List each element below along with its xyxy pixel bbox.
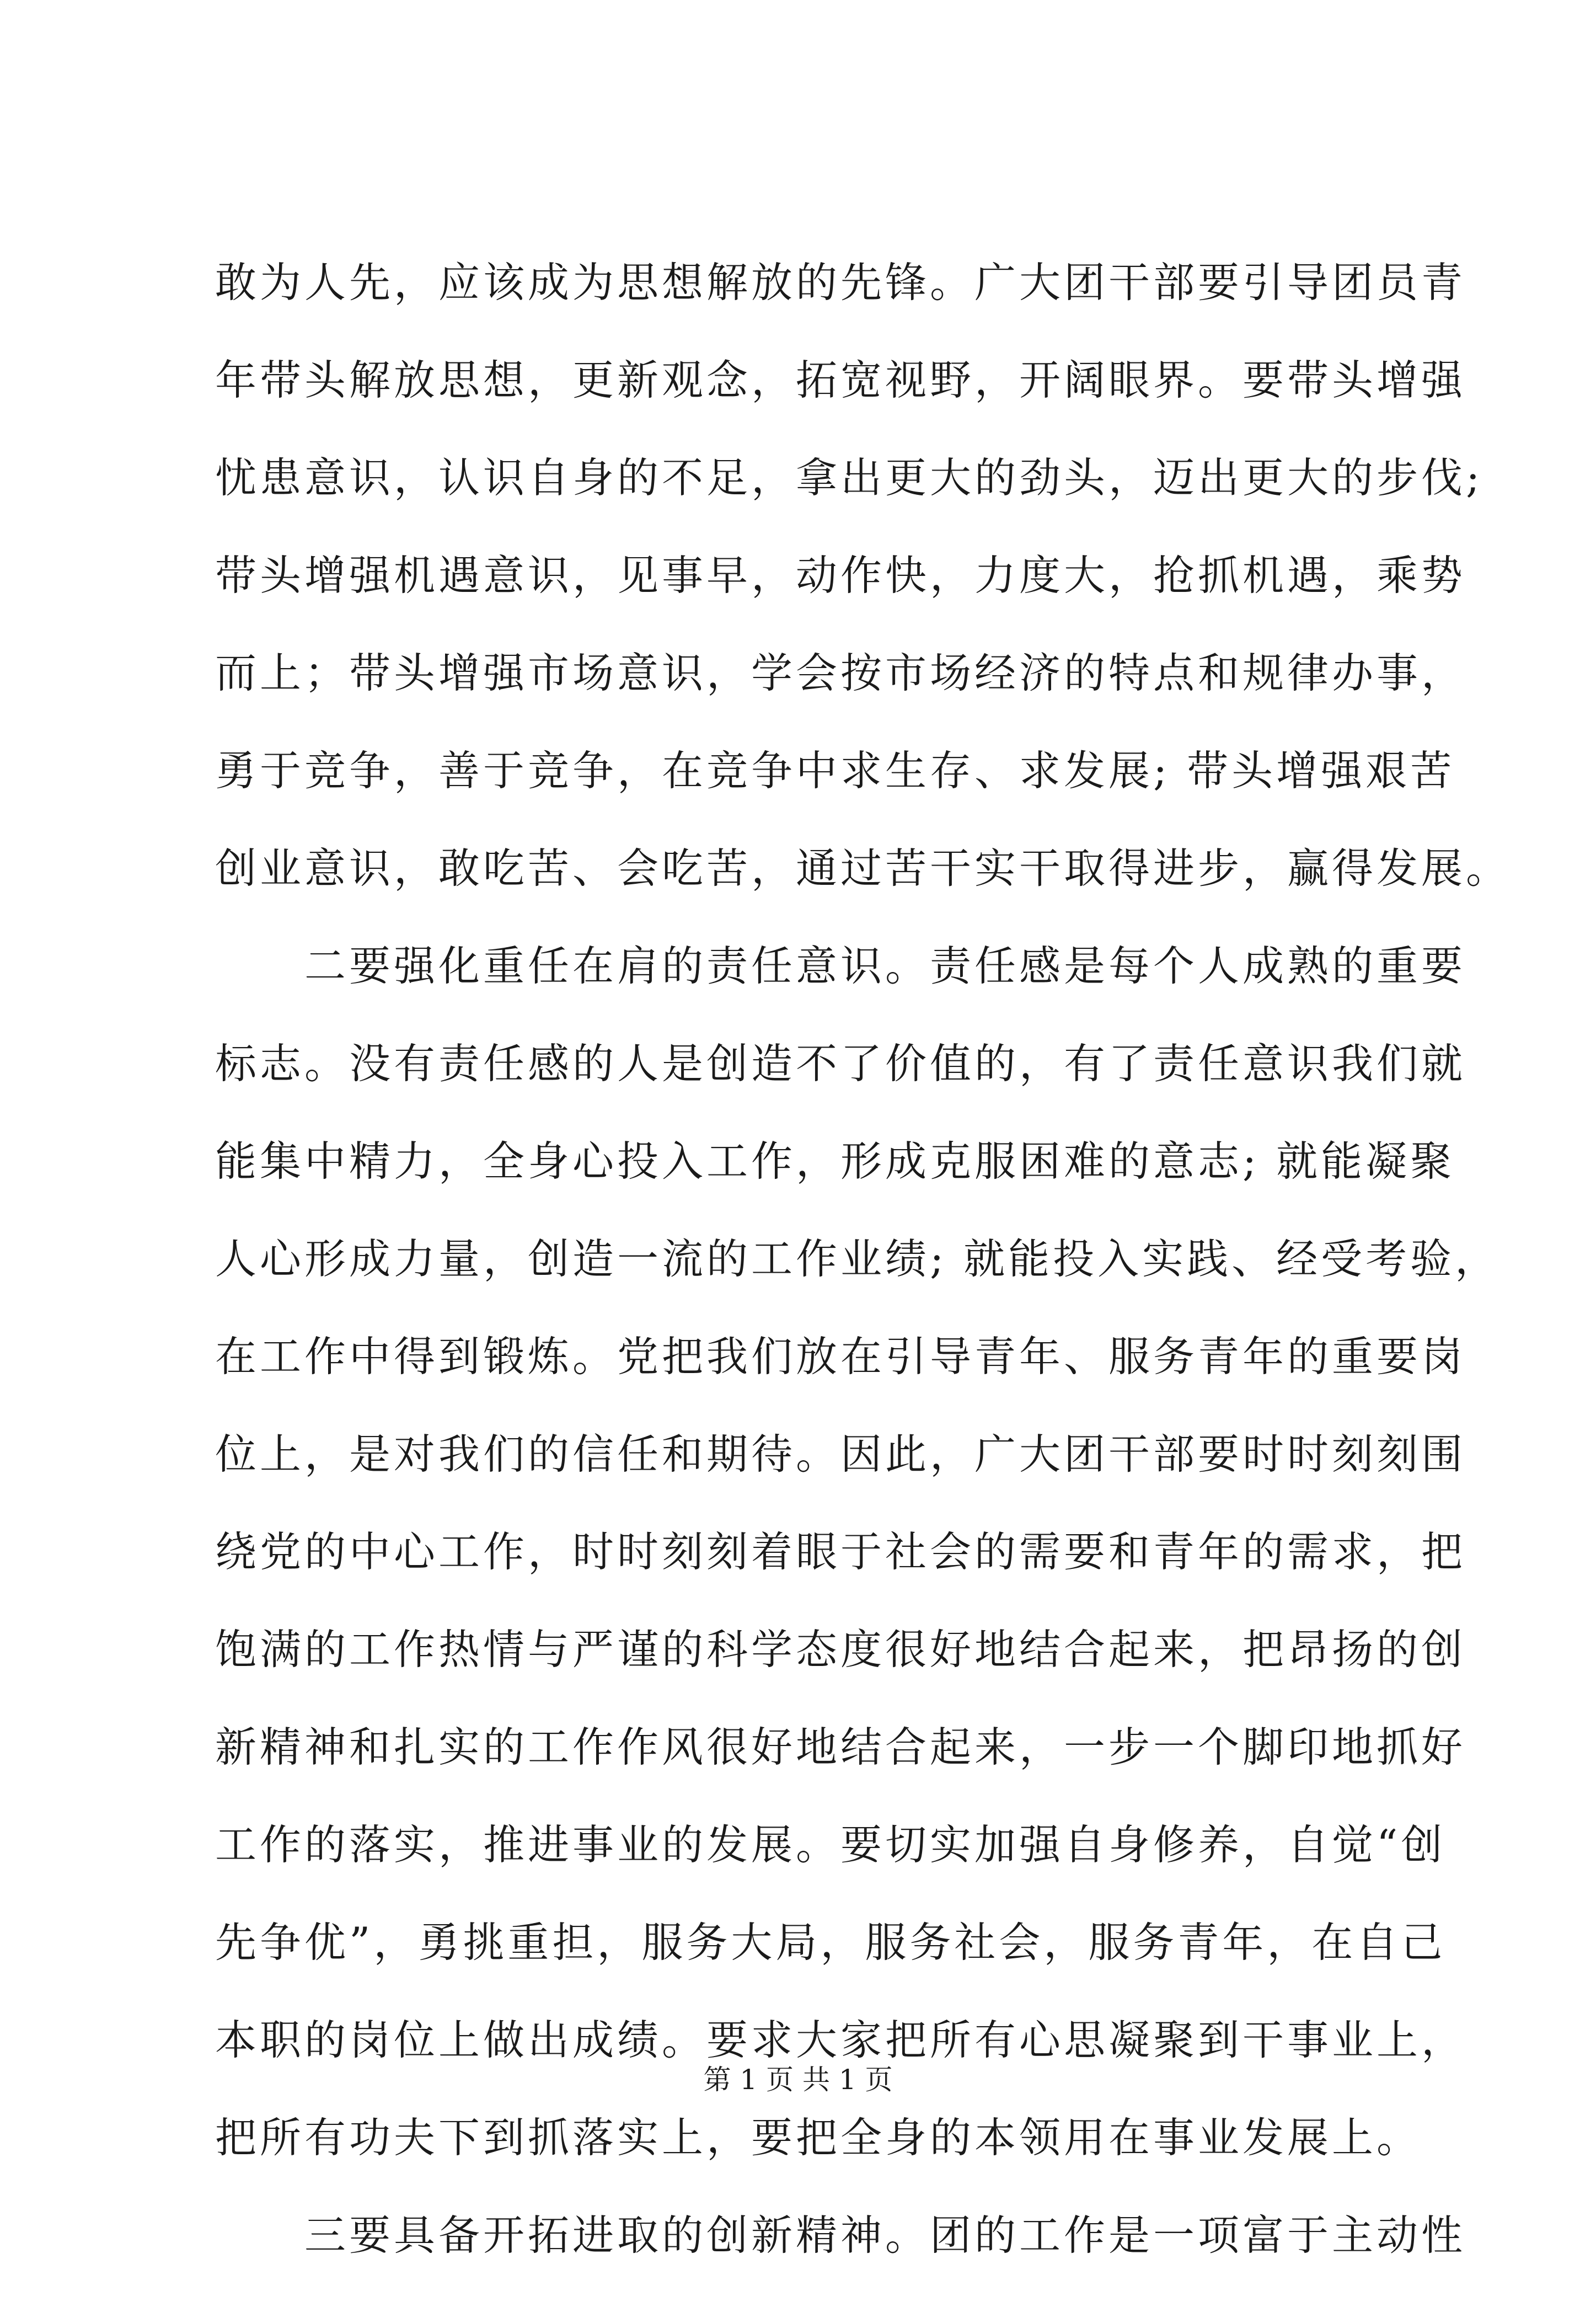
text-line: 在工作中得到锻炼。党把我们放在引导青年、服务青年的重要岗 [215,1332,1466,1381]
text-line: 本职的岗位上做出成绩。要求大家把所有心思凝聚到干事业上， [215,2016,1466,2064]
text-line: 二要强化重任在肩的责任意识。责任感是每个人成熟的重要 [215,942,1466,990]
text-line: 位上，是对我们的信任和期待。因此，广大团干部要时时刻刻围 [215,1430,1466,1478]
text-line: 新精神和扎实的工作作风很好地结合起来，一步一个脚印地抓好 [215,1723,1466,1771]
text-line: 年带头解放思想，更新观念，拓宽视野，开阔眼界。要带头增强 [215,356,1466,404]
text-line: 工作的落实，推进事业的发展。要切实加强自身修养，自觉“创 [215,1820,1446,1869]
text-line: 勇于竞争，善于竞争，在竞争中求生存、求发展; 带头增强艰苦 [215,746,1455,795]
text-line: 忧患意识，认识自身的不足，拿出更大的劲头，迈出更大的步伐; [215,453,1483,502]
text-line: 标志。没有责任感的人是创造不了价值的，有了责任意识我们就 [215,1039,1466,1088]
text-line: 敢为人先，应该成为思想解放的先锋。广大团干部要引导团员青 [215,258,1466,307]
text-line: 先争优”，勇挑重担，服务大局，服务社会，服务青年，在自己 [215,1918,1446,1967]
document-body [215,257,1511,2307]
text-line: 人心形成力量，创造一流的工作业绩; 就能投入实践、经受考验， [215,1235,1500,1283]
text-line: 而上；带头增强市场意识，学会按市场经济的特点和规律办事， [215,649,1466,697]
text-line: 带头增强机遇意识，见事早，动作快，力度大，抢抓机遇，乘势 [215,551,1466,600]
page-footer: 第 1 页 共 1 页 [703,2064,893,2096]
text-line: 三要具备开拓进取的创新精神。团的工作是一项富于主动性 [215,2211,1466,2260]
text-line: 饱满的工作热情与严谨的科学态度很好地结合起来，把昂扬的创 [215,1625,1466,1674]
text-line: 绕党的中心工作，时时刻刻着眼于社会的需要和青年的需求，把 [215,1528,1466,1576]
text-line: 创业意识，敢吃苦、会吃苦，通过苦干实干取得进步，赢得发展。 [215,844,1511,893]
text-line: 把所有功夫下到抓落实上，要把全身的本领用在事业发展上。 [215,2113,1422,2162]
text-line: 能集中精力，全身心投入工作，形成克服困难的意志; 就能凝聚 [215,1137,1455,1185]
